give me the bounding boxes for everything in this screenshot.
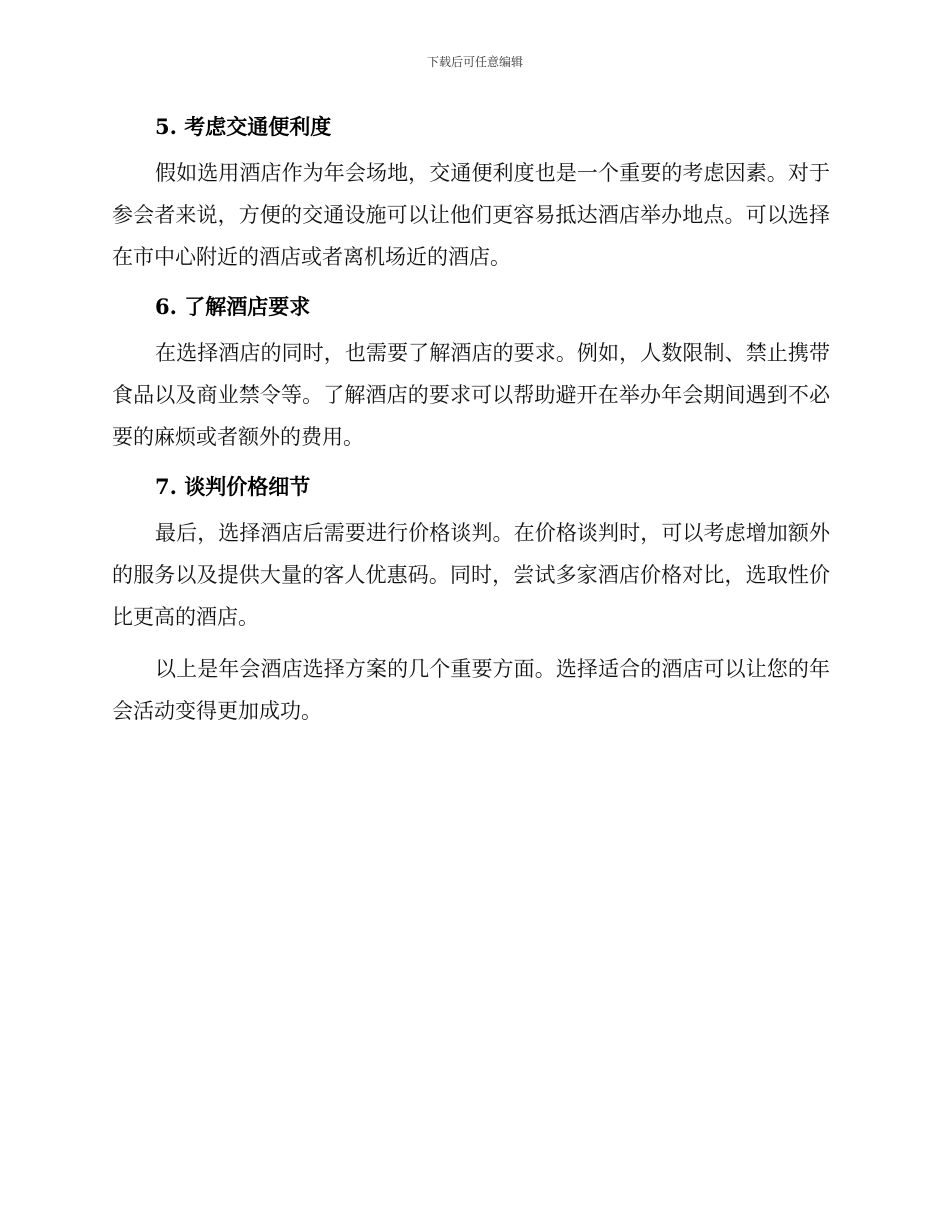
section-heading-price-negotiation: 7. 谈判价格细节	[155, 474, 311, 499]
conclusion-paragraph: 以上是年会酒店选择方案的几个重要方面。选择适合的酒店可以让您的年会活动变得更加成功。	[112, 657, 830, 723]
section-heading-hotel-requirements: 6. 了解酒店要求	[155, 294, 311, 319]
section-paragraph-hotel-requirements: 在选择酒店的同时，也需要了解酒店的要求。例如，人数限制、禁止携带食品以及商业禁令等。了解酒店的要求可以帮助避开在举办年会期间遇到不必要的麻烦或者额外的费用。	[112, 341, 830, 449]
section-paragraph-transport: 假如选用酒店作为年会场地，交通便利度也是一个重要的考虑因素。对于参会者来说，方便的交通设施可以让他们更容易抵达酒店举办地点。可以选择在市中心附近的酒店或者离机场近的酒店。	[112, 161, 830, 269]
page-header: 下载后可任意编辑	[426, 55, 523, 69]
document-body	[112, 108, 830, 732]
section-paragraph-price-negotiation: 最后，选择酒店后需要进行价格谈判。在价格谈判时，可以考虑增加额外的服务以及提供大量的客人优惠码。同时，尝试多家酒店价格对比，选取性价比更高的酒店。	[112, 521, 830, 629]
section-heading-transport: 5. 考虑交通便利度	[155, 114, 332, 139]
